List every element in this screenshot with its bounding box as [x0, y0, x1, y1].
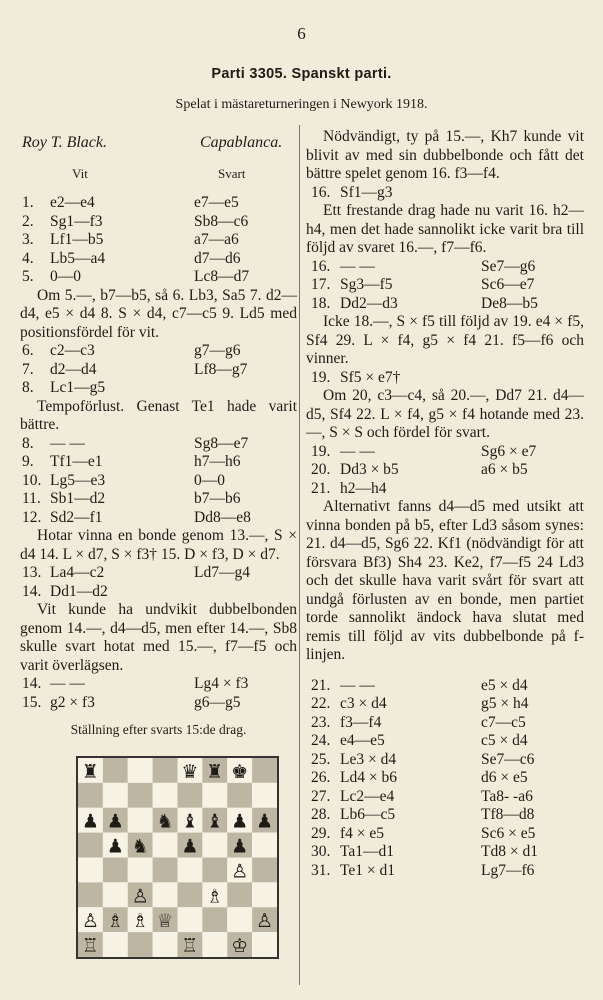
white-move: c2—c3 [50, 342, 95, 359]
move-number: 27. [311, 787, 331, 805]
black-piece-icon: ♝ [206, 810, 224, 833]
board-square [153, 758, 178, 783]
move-row [306, 806, 584, 825]
move-row [20, 231, 297, 250]
board-square [103, 882, 128, 907]
board-square [78, 833, 103, 858]
move-number: 23. [311, 713, 331, 731]
move-row [20, 472, 297, 491]
move-number: 26. [311, 769, 331, 786]
black-move: c7—c5 [481, 713, 526, 731]
move-row [20, 194, 297, 213]
move-row [306, 184, 584, 203]
white-move: Lb6—c5 [340, 806, 396, 823]
move-row [20, 453, 297, 472]
move-number: 9. [22, 453, 34, 470]
black-piece-icon: ♜ [81, 760, 99, 783]
board-square [178, 783, 203, 808]
move-row [20, 379, 297, 398]
white-move: Le3 × d4 [340, 750, 397, 768]
white-move: Sg3—f5 [340, 276, 393, 293]
move-number: 21. [311, 479, 331, 497]
black-piece-icon: ♟ [256, 810, 274, 833]
move-number: 16. [311, 183, 331, 201]
move-number: 10. [22, 471, 42, 489]
move-number: 8. [22, 434, 34, 452]
comment-7: Icke 18.—, S × f5 till följd av 19. e4 × f5, Sf4 29. L × f4, g5 × f4 21. f5—f6 och vinner. [306, 313, 584, 367]
move-row [20, 250, 297, 269]
board-square [202, 783, 227, 808]
white-move: Lb5—a4 [50, 249, 106, 267]
white-piece-icon: ♖ [81, 935, 99, 957]
board-square [202, 833, 227, 858]
black-piece-icon: ♜ [206, 760, 224, 783]
move-row [20, 694, 297, 713]
move-number: 13. [22, 564, 42, 581]
white-move: — — [340, 442, 375, 460]
black-move: g7—g6 [194, 342, 241, 359]
black-move: Se7—g6 [481, 257, 536, 275]
move-number: 30. [311, 843, 331, 860]
move-number: 20. [311, 461, 331, 478]
white-move: Lc1—g5 [50, 379, 106, 396]
black-piece-icon: ♞ [156, 810, 174, 833]
white-move: Ta1—d1 [340, 843, 395, 860]
board-square [103, 758, 128, 783]
board-square [153, 932, 178, 957]
move-number: 19. [311, 368, 331, 386]
white-move: Dd1—d2 [50, 582, 108, 600]
board-square [128, 783, 153, 808]
white-label: Vit [72, 166, 88, 181]
black-move: Lf8—g7 [194, 360, 248, 378]
white-move: f3—f4 [340, 713, 382, 731]
move-row [306, 732, 584, 751]
white-move: Tf1—e1 [50, 453, 103, 470]
board-square [128, 808, 153, 833]
move-number: 21. [311, 676, 331, 694]
diagram-caption: Ställning efter svarts 15:de drag. [70, 722, 247, 737]
white-move: e4—e5 [340, 732, 385, 749]
move-list-2 [20, 342, 297, 398]
move-row [306, 862, 584, 881]
game-title: Parti 3305. Spanskt parti. [211, 66, 392, 82]
black-move: Lg7—f6 [481, 861, 535, 879]
board-square [202, 932, 227, 957]
move-list-5 [20, 675, 297, 712]
white-piece-icon: ♙ [131, 885, 149, 908]
black-move: Sc6—e7 [481, 276, 535, 293]
board-square [178, 858, 203, 883]
move-number: 16. [311, 257, 331, 275]
move-number: 8. [22, 379, 34, 396]
board-square [227, 783, 252, 808]
white-move: Lg5—e3 [50, 471, 106, 489]
board-square [227, 907, 252, 932]
white-move: Sd2—f1 [50, 508, 103, 526]
black-piece-icon: ♟ [231, 835, 249, 858]
white-piece-icon: ♔ [231, 935, 249, 957]
board-square [252, 882, 277, 907]
board-square [202, 907, 227, 932]
white-move: Sb1—d2 [50, 490, 106, 507]
chess-board [78, 758, 277, 957]
board-square [153, 783, 178, 808]
board-square [103, 858, 128, 883]
move-row [20, 675, 297, 694]
move-row [20, 213, 297, 232]
move-row [20, 268, 297, 287]
comment-1: Om 5.—, b7—b5, så 6. Lb3, Sa5 7. d2—d4, e5 × d4 8. S × d4, c7—c5 9. Ld5 med positionsfördel för vit. [20, 286, 297, 341]
board-square [78, 858, 103, 883]
move-row [306, 461, 584, 480]
board-square [252, 833, 277, 858]
move-list-4 [20, 564, 297, 601]
move-number: 29. [311, 824, 331, 842]
move-row [306, 714, 584, 733]
game-subtitle: Spelat i mästareturneringen i Newyork 1918. [175, 97, 428, 112]
move-number: 22. [311, 695, 331, 712]
page-number: 6 [297, 24, 306, 43]
black-player: Capablanca. [200, 134, 283, 151]
white-move: — — [50, 675, 85, 692]
white-move: Sf1—g3 [340, 183, 393, 201]
white-move: e2—e4 [50, 194, 95, 211]
black-move: Td8 × d1 [481, 843, 538, 860]
colors-row [20, 158, 297, 194]
move-number: 14. [22, 582, 42, 600]
black-piece-icon: ♚ [231, 760, 249, 783]
white-piece-icon: ♗ [131, 910, 149, 933]
move-number: 2. [22, 212, 34, 230]
black-move: c5 × d4 [481, 732, 528, 749]
white-move: Sg1—f3 [50, 212, 103, 230]
move-list-7 [306, 258, 584, 314]
black-move: g5 × h4 [481, 695, 529, 712]
white-move: g2 × f3 [50, 693, 95, 711]
move-list-3 [20, 435, 297, 528]
left-column [20, 128, 297, 959]
black-move: Dd8—e8 [194, 508, 251, 526]
comment-2: Tempoförlust. Genast Te1 hade varit bättre. [20, 397, 297, 433]
move-list-10 [306, 677, 584, 881]
board-square [202, 858, 227, 883]
move-number: 24. [311, 732, 331, 749]
comment-8: Om 20, c3—c4, så 20.—, Dd7 21. d4—d5, Sf4 22. L × f4, g5 × f4 hotande med 23.—, S × S och fördel för svart. [306, 387, 584, 441]
move-number: 18. [311, 294, 331, 312]
white-move: Lc2—e4 [340, 787, 395, 805]
move-row [306, 443, 584, 462]
players-row [20, 128, 297, 158]
black-label: Svart [218, 166, 246, 181]
black-move: 0—0 [194, 471, 225, 489]
black-move: De8—b5 [481, 294, 538, 312]
black-piece-icon: ♝ [181, 810, 199, 833]
black-move: a7—a6 [194, 231, 239, 248]
column-divider [299, 125, 300, 985]
move-row [306, 769, 584, 788]
comment-4: Vit kunde ha undvikit dubbelbonden genom 14.—, d4—d5, men efter 14.—, Sb8 skulle svart hotat med 15.—, f7—f5 och varit överlägsen. [20, 601, 297, 674]
white-piece-icon: ♗ [206, 885, 224, 908]
move-row [306, 843, 584, 862]
move-row [306, 695, 584, 714]
board-square [78, 783, 103, 808]
black-move: e7—e5 [194, 194, 239, 211]
white-move: d2—d4 [50, 360, 97, 378]
comment-5: Nödvändigt, ty på 15.—, Kh7 kunde vit blivit av med sin dubbelbonde och fått det bättre spelet genom 16. f3—f4. [306, 128, 584, 182]
board-square [153, 882, 178, 907]
black-move: Sc6 × e5 [481, 824, 536, 842]
comment-3: Hotar vinna en bonde genom 13.—, S × d4 14. L × d7, S × f3† 15. D × f3, D × d7. [20, 527, 297, 563]
white-move: Dd3 × b5 [340, 461, 399, 478]
white-move: f4 × e5 [340, 824, 385, 842]
move-row [20, 342, 297, 361]
move-row [306, 788, 584, 807]
black-move: b7—b6 [194, 490, 241, 507]
black-piece-icon: ♟ [231, 810, 249, 833]
white-piece-icon: ♙ [81, 910, 99, 933]
white-move: h2—h4 [340, 479, 387, 497]
move-number: 14. [22, 675, 42, 692]
move-number: 5. [22, 268, 34, 285]
move-row [20, 435, 297, 454]
black-piece-icon: ♟ [106, 835, 124, 858]
white-move: Sf5 × e7† [340, 368, 401, 386]
move-number: 28. [311, 806, 331, 823]
black-piece-icon: ♞ [131, 835, 149, 858]
move-number: 4. [22, 249, 34, 267]
black-move: d6 × e5 [481, 769, 528, 786]
board-square [178, 907, 203, 932]
board-square [252, 758, 277, 783]
white-piece-icon: ♗ [106, 910, 124, 933]
white-move: Lf1—b5 [50, 231, 104, 248]
comment-6: Ett frestande drag hade nu varit 16. h2—h4, men det hade sannolikt icke varit bra till följd av svaret 16.—, f7—f6. [306, 202, 584, 256]
move-row [306, 258, 584, 277]
board-square [128, 932, 153, 957]
black-move: g6—g5 [194, 693, 241, 711]
move-list-1 [20, 194, 297, 287]
white-piece-icon: ♙ [231, 860, 249, 883]
board-square [78, 882, 103, 907]
move-number: 19. [311, 442, 331, 460]
move-row [20, 361, 297, 380]
move-row [20, 509, 297, 528]
black-move: Lg4 × f3 [194, 675, 249, 692]
move-list-8 [306, 369, 584, 388]
white-move: c3 × d4 [340, 695, 387, 712]
board-square [227, 882, 252, 907]
board-square [103, 783, 128, 808]
move-row [20, 564, 297, 583]
right-column [306, 128, 584, 880]
move-number: 6. [22, 342, 34, 359]
black-move: d7—d6 [194, 249, 241, 267]
move-row [306, 677, 584, 696]
move-row [20, 583, 297, 602]
move-number: 7. [22, 360, 34, 378]
white-move: — — [50, 434, 85, 452]
move-row [306, 369, 584, 388]
chess-diagram [76, 756, 279, 959]
board-square [128, 858, 153, 883]
move-row [306, 751, 584, 770]
board-square [252, 932, 277, 957]
move-row [20, 490, 297, 509]
move-row [306, 825, 584, 844]
move-number: 15. [22, 693, 42, 711]
black-move: Lc8—d7 [194, 268, 250, 285]
move-row [306, 295, 584, 314]
move-list-6 [306, 184, 584, 203]
black-piece-icon: ♛ [181, 760, 199, 783]
board-square [252, 858, 277, 883]
white-move: La4—c2 [50, 564, 105, 581]
move-number: 31. [311, 861, 331, 879]
white-move: Ld4 × b6 [340, 769, 397, 786]
white-piece-icon: ♙ [256, 910, 274, 933]
white-move: 0—0 [50, 268, 81, 285]
move-number: 25. [311, 750, 331, 768]
black-move: h7—h6 [194, 453, 241, 470]
move-number: 11. [22, 490, 41, 507]
board-square [178, 882, 203, 907]
move-list-9 [306, 443, 584, 499]
black-move: Se7—c6 [481, 750, 535, 768]
white-move: — — [340, 257, 375, 275]
black-move: a6 × b5 [481, 461, 528, 478]
white-piece-icon: ♕ [156, 910, 174, 933]
move-number: 1. [22, 194, 34, 211]
white-move: — — [340, 676, 375, 694]
board-square [153, 858, 178, 883]
board-square [128, 758, 153, 783]
move-row [306, 276, 584, 295]
move-number: 12. [22, 508, 42, 526]
white-piece-icon: ♖ [181, 935, 199, 957]
black-piece-icon: ♟ [106, 810, 124, 833]
black-move: Ld7—g4 [194, 564, 250, 581]
board-square [252, 783, 277, 808]
white-move: Dd2—d3 [340, 294, 398, 312]
black-move: Tf8—d8 [481, 806, 535, 823]
black-move: Sg6 × e7 [481, 442, 537, 460]
black-move: Sb8—c6 [194, 212, 249, 230]
comment-9: Alternativt fanns d4—d5 med utsikt att vinna bonden på b5, efter Ld3 såsom synes: 21. d4—d5, Sg6 22. Kf1 (nödvändigt för att försvara Bf3) Sh4 23. Ke2, f7—f5 24 Ld3 och det skulle hava varit svårt för svart att undgå förlusten av en bonde, men partiet torde sannolikt ändock hava slutat med remis till följd av vits dubbelbonde på f-linjen. [306, 498, 584, 663]
black-piece-icon: ♟ [181, 835, 199, 858]
move-number: 3. [22, 231, 34, 248]
white-move: Te1 × d1 [340, 861, 396, 879]
move-number: 17. [311, 276, 331, 293]
board-square [153, 833, 178, 858]
board-square [103, 932, 128, 957]
black-move: Ta8- -a6 [481, 787, 533, 805]
white-player: Roy T. Black. [22, 134, 108, 151]
move-row [306, 480, 584, 499]
black-piece-icon: ♟ [81, 810, 99, 833]
black-move: e5 × d4 [481, 676, 528, 694]
black-move: Sg8—e7 [194, 434, 249, 452]
